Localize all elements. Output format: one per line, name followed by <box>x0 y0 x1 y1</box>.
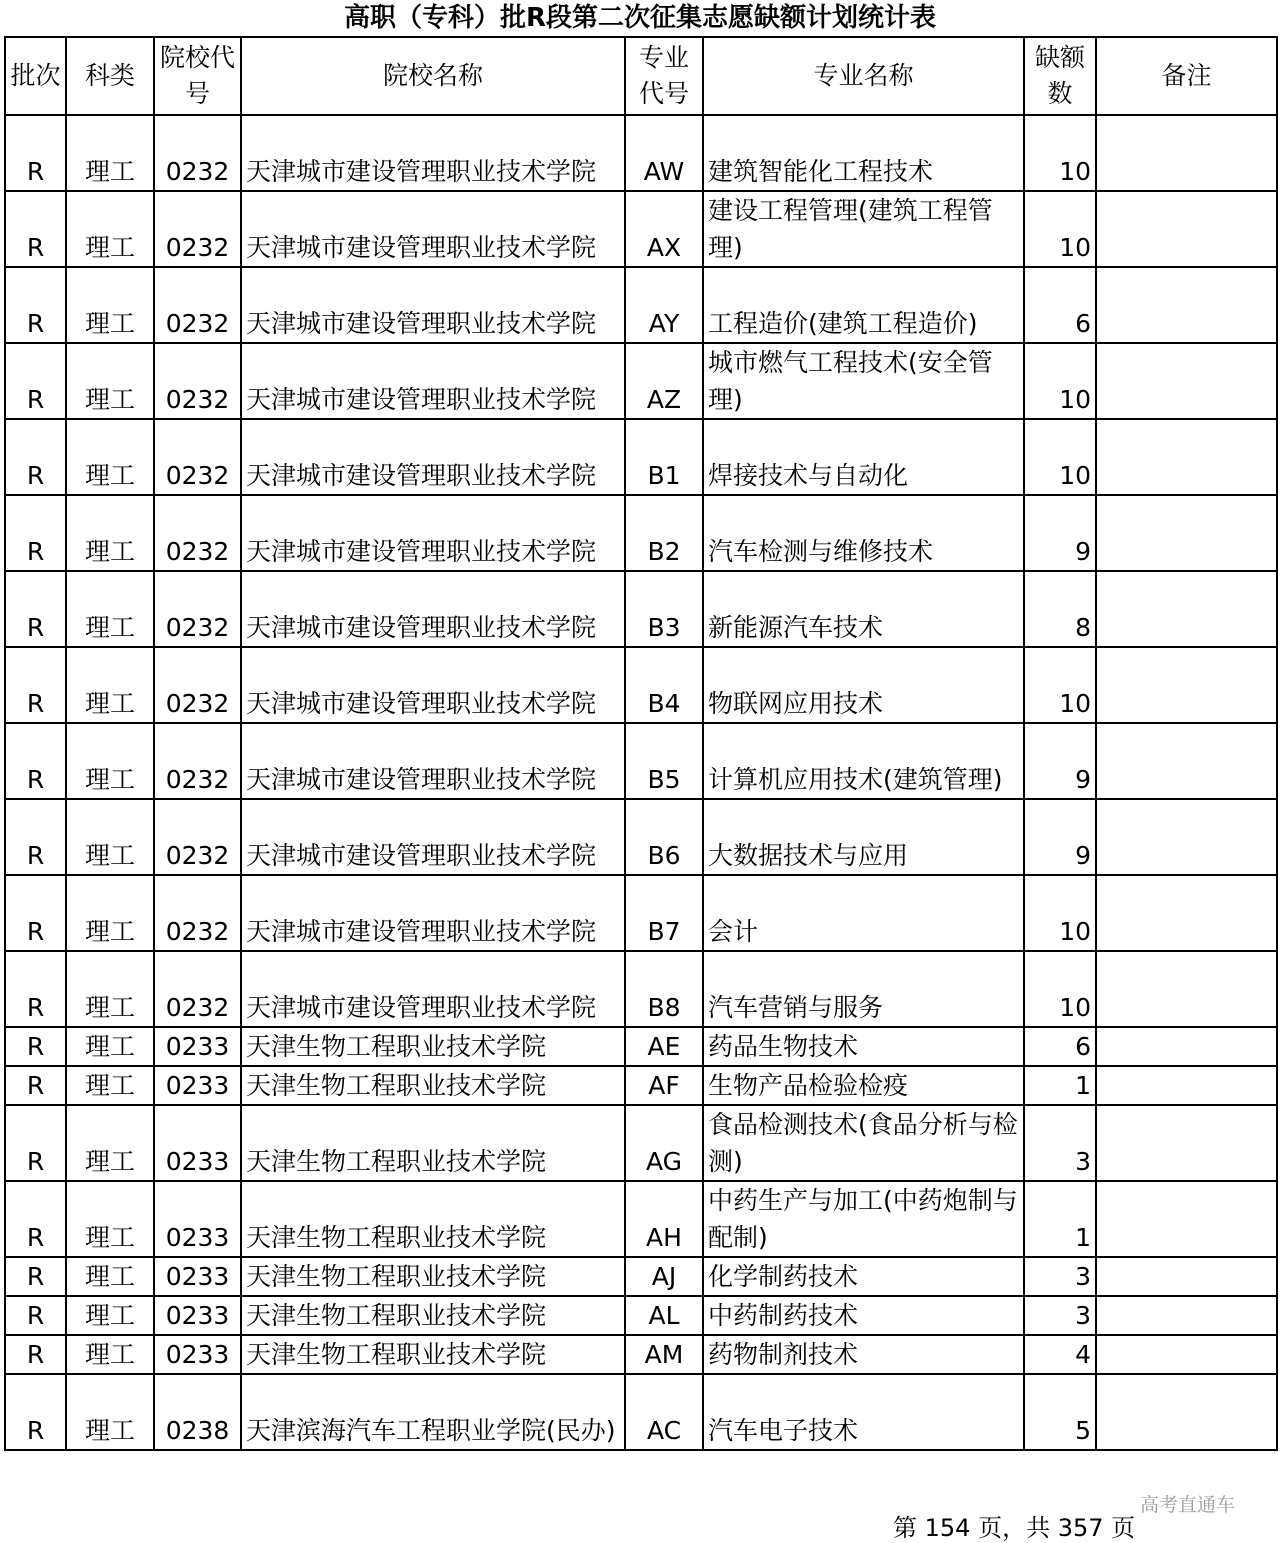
cell-major-name: 新能源汽车技术 <box>703 571 1024 647</box>
cell-school-code: 0233 <box>154 1335 241 1374</box>
cell-major-name: 化学制药技术 <box>703 1257 1024 1296</box>
cell-school-name: 天津生物工程职业技术学院 <box>241 1335 625 1374</box>
cell-category: 理工 <box>66 875 154 951</box>
cell-school-code: 0232 <box>154 343 241 419</box>
cell-batch: R <box>5 115 66 191</box>
cell-school-code: 0232 <box>154 951 241 1027</box>
cell-category: 理工 <box>66 799 154 875</box>
table-row <box>5 1027 1277 1066</box>
cell-batch: R <box>5 1027 66 1066</box>
cell-major-name: 建筑智能化工程技术 <box>703 115 1024 191</box>
cell-major-code: AE <box>625 1027 703 1066</box>
cell-vacancy: 10 <box>1024 647 1096 723</box>
cell-major-code: AF <box>625 1066 703 1105</box>
cell-major-name: 城市燃气工程技术(安全管理) <box>703 343 1024 419</box>
cell-school-name: 天津生物工程职业技术学院 <box>241 1027 625 1066</box>
cell-remarks <box>1096 1296 1277 1335</box>
cell-major-code: AJ <box>625 1257 703 1296</box>
table-row <box>5 343 1277 419</box>
cell-category: 理工 <box>66 1105 154 1181</box>
cell-major-code: B7 <box>625 875 703 951</box>
cell-category: 理工 <box>66 1296 154 1335</box>
cell-major-code: AL <box>625 1296 703 1335</box>
cell-major-name: 食品检测技术(食品分析与检测) <box>703 1105 1024 1181</box>
cell-school-code: 0233 <box>154 1181 241 1257</box>
cell-remarks <box>1096 951 1277 1027</box>
cell-school-code: 0232 <box>154 571 241 647</box>
cell-category: 理工 <box>66 1257 154 1296</box>
table-row <box>5 647 1277 723</box>
cell-major-code: AX <box>625 191 703 267</box>
cell-vacancy: 3 <box>1024 1105 1096 1181</box>
cell-major-code: AM <box>625 1335 703 1374</box>
cell-vacancy: 10 <box>1024 343 1096 419</box>
cell-batch: R <box>5 267 66 343</box>
watermark-text: 高考直通车 <box>1140 1494 1236 1516</box>
header-major-name: 专业名称 <box>703 37 1024 115</box>
cell-school-code: 0238 <box>154 1374 241 1450</box>
cell-remarks <box>1096 799 1277 875</box>
cell-major-code: AG <box>625 1105 703 1181</box>
cell-major-name: 物联网应用技术 <box>703 647 1024 723</box>
cell-vacancy: 1 <box>1024 1181 1096 1257</box>
cell-vacancy: 8 <box>1024 571 1096 647</box>
cell-vacancy: 3 <box>1024 1257 1096 1296</box>
cell-category: 理工 <box>66 1374 154 1450</box>
cell-major-code: AY <box>625 267 703 343</box>
header-batch: 批次 <box>5 37 66 115</box>
cell-vacancy: 10 <box>1024 951 1096 1027</box>
cell-major-code: B3 <box>625 571 703 647</box>
table-row <box>5 1066 1277 1105</box>
cell-batch: R <box>5 647 66 723</box>
cell-school-name: 天津生物工程职业技术学院 <box>241 1181 625 1257</box>
table-row <box>5 419 1277 495</box>
cell-major-code: B5 <box>625 723 703 799</box>
cell-major-name: 药品生物技术 <box>703 1027 1024 1066</box>
cell-vacancy: 3 <box>1024 1296 1096 1335</box>
cell-remarks <box>1096 647 1277 723</box>
cell-school-name: 天津城市建设管理职业技术学院 <box>241 267 625 343</box>
cell-major-name: 建设工程管理(建筑工程管理) <box>703 191 1024 267</box>
table-body <box>5 115 1277 1450</box>
cell-batch: R <box>5 1105 66 1181</box>
cell-batch: R <box>5 723 66 799</box>
header-row <box>5 37 1277 115</box>
cell-school-code: 0232 <box>154 647 241 723</box>
cell-batch: R <box>5 1296 66 1335</box>
table-row <box>5 1181 1277 1257</box>
cell-school-code: 0232 <box>154 267 241 343</box>
header-school-code: 院校代号 <box>154 37 241 115</box>
cell-vacancy: 10 <box>1024 419 1096 495</box>
cell-major-code: B6 <box>625 799 703 875</box>
cell-major-name: 工程造价(建筑工程造价) <box>703 267 1024 343</box>
cell-batch: R <box>5 1257 66 1296</box>
table-row <box>5 191 1277 267</box>
cell-school-code: 0233 <box>154 1257 241 1296</box>
cell-batch: R <box>5 1335 66 1374</box>
cell-remarks <box>1096 723 1277 799</box>
header-major-code: 专业代号 <box>625 37 703 115</box>
table-row <box>5 1374 1277 1450</box>
cell-major-name: 中药制药技术 <box>703 1296 1024 1335</box>
table-row <box>5 723 1277 799</box>
cell-school-code: 0232 <box>154 191 241 267</box>
cell-category: 理工 <box>66 495 154 571</box>
cell-category: 理工 <box>66 1027 154 1066</box>
cell-vacancy: 6 <box>1024 1027 1096 1066</box>
cell-major-name: 汽车营销与服务 <box>703 951 1024 1027</box>
cell-vacancy: 9 <box>1024 799 1096 875</box>
vacancy-table <box>4 36 1278 1451</box>
header-category: 科类 <box>66 37 154 115</box>
table-row <box>5 1296 1277 1335</box>
cell-category: 理工 <box>66 723 154 799</box>
cell-major-code: AH <box>625 1181 703 1257</box>
cell-remarks <box>1096 419 1277 495</box>
cell-batch: R <box>5 1374 66 1450</box>
cell-major-code: AC <box>625 1374 703 1450</box>
cell-school-code: 0232 <box>154 799 241 875</box>
cell-remarks <box>1096 875 1277 951</box>
cell-batch: R <box>5 799 66 875</box>
cell-major-name: 汽车电子技术 <box>703 1374 1024 1450</box>
cell-major-code: B2 <box>625 495 703 571</box>
cell-school-code: 0233 <box>154 1105 241 1181</box>
cell-remarks <box>1096 1335 1277 1374</box>
table-row <box>5 495 1277 571</box>
cell-batch: R <box>5 571 66 647</box>
page-footer: 第 154 页，共 357 页 <box>893 1514 1136 1542</box>
cell-category: 理工 <box>66 1335 154 1374</box>
cell-major-name: 计算机应用技术(建筑管理) <box>703 723 1024 799</box>
cell-batch: R <box>5 419 66 495</box>
cell-major-code: AW <box>625 115 703 191</box>
cell-major-name: 药物制剂技术 <box>703 1335 1024 1374</box>
table-row <box>5 1335 1277 1374</box>
cell-school-name: 天津城市建设管理职业技术学院 <box>241 191 625 267</box>
cell-vacancy: 10 <box>1024 875 1096 951</box>
cell-vacancy: 5 <box>1024 1374 1096 1450</box>
cell-batch: R <box>5 343 66 419</box>
cell-vacancy: 9 <box>1024 495 1096 571</box>
cell-remarks <box>1096 1257 1277 1296</box>
cell-school-name: 天津生物工程职业技术学院 <box>241 1296 625 1335</box>
cell-school-name: 天津城市建设管理职业技术学院 <box>241 723 625 799</box>
cell-batch: R <box>5 191 66 267</box>
cell-school-code: 0233 <box>154 1296 241 1335</box>
cell-school-name: 天津城市建设管理职业技术学院 <box>241 495 625 571</box>
cell-school-code: 0232 <box>154 723 241 799</box>
cell-school-name: 天津城市建设管理职业技术学院 <box>241 875 625 951</box>
header-vacancy: 缺额数 <box>1024 37 1096 115</box>
cell-school-code: 0233 <box>154 1066 241 1105</box>
table-row <box>5 875 1277 951</box>
cell-vacancy: 9 <box>1024 723 1096 799</box>
table-title: 高职（专科）批R段第二次征集志愿缺额计划统计表 <box>343 3 937 33</box>
cell-major-name: 生物产品检验检疫 <box>703 1066 1024 1105</box>
cell-remarks <box>1096 1181 1277 1257</box>
table-row <box>5 799 1277 875</box>
cell-remarks <box>1096 115 1277 191</box>
table-row <box>5 267 1277 343</box>
cell-school-name: 天津城市建设管理职业技术学院 <box>241 115 625 191</box>
cell-remarks <box>1096 267 1277 343</box>
table-row <box>5 1257 1277 1296</box>
cell-major-name: 汽车检测与维修技术 <box>703 495 1024 571</box>
cell-school-code: 0232 <box>154 115 241 191</box>
table-row <box>5 571 1277 647</box>
cell-major-name: 大数据技术与应用 <box>703 799 1024 875</box>
cell-school-code: 0232 <box>154 495 241 571</box>
cell-vacancy: 6 <box>1024 267 1096 343</box>
cell-major-code: B1 <box>625 419 703 495</box>
cell-school-name: 天津滨海汽车工程职业学院(民办) <box>241 1374 625 1450</box>
table-row <box>5 115 1277 191</box>
cell-batch: R <box>5 1181 66 1257</box>
cell-category: 理工 <box>66 191 154 267</box>
cell-school-name: 天津城市建设管理职业技术学院 <box>241 343 625 419</box>
cell-remarks <box>1096 1105 1277 1181</box>
cell-major-code: B4 <box>625 647 703 723</box>
cell-vacancy: 1 <box>1024 1066 1096 1105</box>
table-row <box>5 951 1277 1027</box>
cell-remarks <box>1096 191 1277 267</box>
cell-category: 理工 <box>66 571 154 647</box>
cell-school-code: 0232 <box>154 875 241 951</box>
cell-category: 理工 <box>66 115 154 191</box>
cell-school-name: 天津生物工程职业技术学院 <box>241 1066 625 1105</box>
cell-category: 理工 <box>66 1066 154 1105</box>
cell-vacancy: 4 <box>1024 1335 1096 1374</box>
header-remarks: 备注 <box>1096 37 1277 115</box>
cell-category: 理工 <box>66 1181 154 1257</box>
cell-vacancy: 10 <box>1024 191 1096 267</box>
cell-school-code: 0233 <box>154 1027 241 1066</box>
cell-school-name: 天津城市建设管理职业技术学院 <box>241 419 625 495</box>
cell-remarks <box>1096 495 1277 571</box>
cell-batch: R <box>5 495 66 571</box>
cell-major-name: 中药生产与加工(中药炮制与配制) <box>703 1181 1024 1257</box>
header-school-name: 院校名称 <box>241 37 625 115</box>
cell-school-name: 天津城市建设管理职业技术学院 <box>241 647 625 723</box>
cell-major-code: B8 <box>625 951 703 1027</box>
cell-school-name: 天津生物工程职业技术学院 <box>241 1105 625 1181</box>
cell-vacancy: 10 <box>1024 115 1096 191</box>
cell-remarks <box>1096 1066 1277 1105</box>
cell-batch: R <box>5 875 66 951</box>
table-row <box>5 1105 1277 1181</box>
cell-school-name: 天津城市建设管理职业技术学院 <box>241 571 625 647</box>
cell-major-name: 焊接技术与自动化 <box>703 419 1024 495</box>
cell-remarks <box>1096 571 1277 647</box>
cell-remarks <box>1096 1027 1277 1066</box>
cell-remarks <box>1096 343 1277 419</box>
cell-major-name: 会计 <box>703 875 1024 951</box>
cell-category: 理工 <box>66 951 154 1027</box>
cell-category: 理工 <box>66 267 154 343</box>
cell-category: 理工 <box>66 419 154 495</box>
cell-batch: R <box>5 951 66 1027</box>
cell-school-name: 天津生物工程职业技术学院 <box>241 1257 625 1296</box>
cell-school-code: 0232 <box>154 419 241 495</box>
cell-category: 理工 <box>66 647 154 723</box>
cell-school-name: 天津城市建设管理职业技术学院 <box>241 799 625 875</box>
cell-batch: R <box>5 1066 66 1105</box>
cell-remarks <box>1096 1374 1277 1450</box>
cell-category: 理工 <box>66 343 154 419</box>
cell-major-code: AZ <box>625 343 703 419</box>
cell-school-name: 天津城市建设管理职业技术学院 <box>241 951 625 1027</box>
